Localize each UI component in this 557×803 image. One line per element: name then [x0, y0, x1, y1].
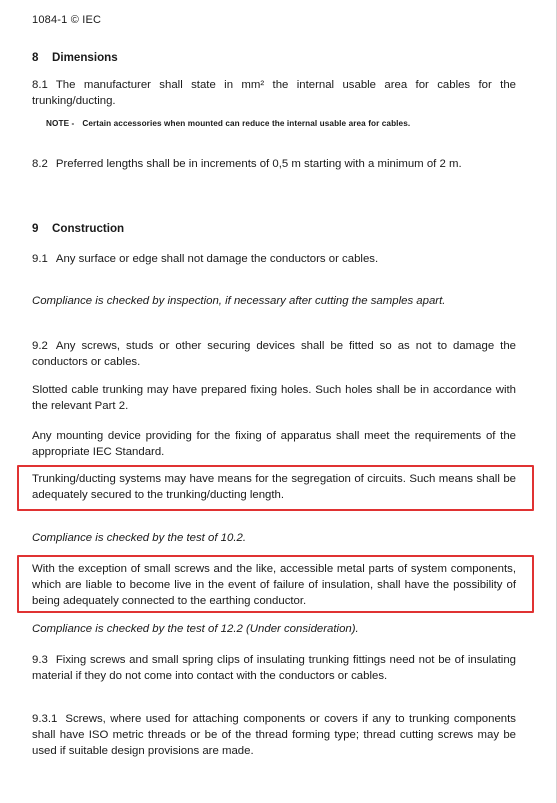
note-label: NOTE - [46, 119, 75, 128]
paragraph-9-3-1 [32, 711, 516, 759]
section-title: Dimensions [52, 51, 118, 64]
compliance-test-12-2: Compliance is checked by the test of 12.2 (Under consideration). [32, 623, 359, 635]
section-heading-8 [32, 50, 516, 66]
paragraph-earthing: With the exception of small screws and the like, accessible metal parts of system components, which are liable to become live in the event of failure of insulation, shall have the possibility of being adequately connected to the earthing conductor. [32, 563, 516, 607]
compliance-inspection: Compliance is checked by inspection, if necessary after cutting the samples apart. [32, 295, 446, 307]
section-heading-9 [32, 221, 516, 237]
paragraph-text: The manufacturer shall state in mm² the internal usable area for cables for the trunking/ducting. [32, 79, 516, 107]
note [46, 118, 516, 130]
paragraph-number: 9.2 [32, 340, 48, 352]
paragraph-text: Fixing screws and small spring clips of insulating trunking fittings need not be of insulating material if they do not come into contact with the conductors or cables. [32, 654, 516, 682]
paragraph-9-1 [32, 251, 516, 267]
section-number: 8 [32, 51, 39, 64]
document-reference: 1084-1 © IEC [32, 14, 102, 26]
paragraph-number: 8.1 [32, 79, 48, 91]
paragraph-8-1 [32, 77, 516, 109]
paragraph-slotted-trunking: Slotted cable trunking may have prepared fixing holes. Such holes shall be in accordance with the relevant Part 2. [32, 384, 516, 412]
paragraph-9-2 [32, 338, 516, 370]
section-number: 9 [32, 222, 39, 235]
paragraph-9-3 [32, 652, 516, 684]
note-text: Certain accessories when mounted can reduce the internal usable area for cables. [82, 119, 411, 128]
paragraph-8-2 [32, 156, 516, 172]
paragraph-number: 9.3.1 [32, 713, 58, 725]
paragraph-number: 8.2 [32, 158, 48, 170]
paragraph-segregation: Trunking/ducting systems may have means for the segregation of circuits. Such means shall be adequately secured to the trunking/ducting length. [32, 473, 516, 501]
paragraph-number: 9.1 [32, 253, 48, 265]
paragraph-number: 9.3 [32, 654, 48, 666]
paragraph-text: Any screws, studs or other securing devices shall be fitted so as not to damage the conductors or cables. [32, 340, 516, 368]
section-title: Construction [52, 222, 125, 235]
paragraph-text: Preferred lengths shall be in increments of 0,5 m starting with a minimum of 2 m. [55, 158, 462, 170]
compliance-test-10-2: Compliance is checked by the test of 10.2. [32, 532, 247, 544]
paragraph-mounting-device: Any mounting device providing for the fixing of apparatus shall meet the requirements of the appropriate IEC Standard. [32, 430, 516, 458]
paragraph-text: Screws, where used for attaching components or covers if any to trunking components shall have ISO metric threads or be of the thread forming type; thread cutting screws may be used if suitable design provisions are made. [32, 713, 516, 757]
paragraph-text: Any surface or edge shall not damage the conductors or cables. [55, 253, 379, 265]
